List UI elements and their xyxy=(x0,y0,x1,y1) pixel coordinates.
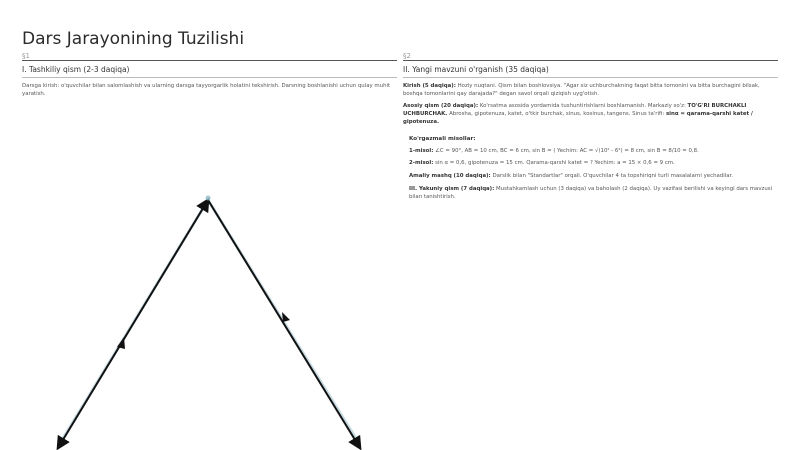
apex-point xyxy=(206,196,211,201)
final-part-text: Mustahkamlash uchun (3 daqiqa) va baholash (2 daqiqa). Uy vazifasi berilishi va keyingi dars mavzusi bilan tanishtirish. xyxy=(409,186,773,200)
left-line xyxy=(58,200,208,448)
section-body: Darsga kirish: o'quvchilar bilan salomlashish va ularning darsga tayyorgarlik holatini tekshirish. Darsning boshlanishi uchun qulay muhit yaratish. xyxy=(22,83,391,97)
practice-text: Darslik bilan "Standartlar" orqali. O'quvchilar 4 ta topshiriqni turli masalalarni yechadilar. xyxy=(492,173,733,179)
example-1-label: 1-misol: xyxy=(409,148,434,154)
example-2-label: 2-misol: xyxy=(409,160,434,166)
examples-title: Ko'rgazmali misollar: xyxy=(409,136,476,142)
section-label: §1 xyxy=(22,52,30,60)
intro-text: Hoziy nuqtani. Qism bilan boshlovsiya. "Agar siz uchburchakning faqat bitta tomonini va bitta burchagini bilsak, boshqa tomonlarini qay darajada?" degan savol orqali qiziqish uyg'otish. xyxy=(403,83,760,97)
example-2-text: sin α = 0,6, gipotenuza = 15 cm. Qarama-qarshi katet = ? Yechim: a = 15 × 0,6 = 9 cm. xyxy=(435,160,675,166)
right-line xyxy=(208,200,360,448)
section-heading: II. Yangi mavzuni o'rganish (35 daqiqa) xyxy=(403,65,549,74)
mid-arrow-right xyxy=(282,312,290,322)
mid-arrow-left xyxy=(117,337,125,349)
practice-label: Amaliy mashq (10 daqiqa): xyxy=(409,173,491,179)
document-title: Dars Jarayonining Tuzilishi xyxy=(22,29,245,50)
sine-definition: sinα = qarama-qarshi katet / gipotenuza. xyxy=(403,111,753,125)
main-part-text-2: Abrosha, gipotenuza, katet, o'tkir burchak, sinus, kosinus, tangens. Sinus ta'rifi: xyxy=(449,111,665,117)
section-label: §2 xyxy=(403,52,411,60)
example-1-text: ∠C = 90°, AB = 10 cm, BC = 6 cm, sin B = ( Yechim: AC = √(10² - 6²) = 8 cm, sin B = 8/10 = 0,8. xyxy=(435,148,699,154)
main-part-keyword: TO'G'RI BURCHAKLI UCHBURCHAK. xyxy=(403,103,747,117)
main-part-text: Ko'rsatma asosida yordamida tushuntirishlarni boshlamanish. Markaziy so'z: xyxy=(479,103,686,109)
intro-label: Kirish (5 daqiqa): xyxy=(403,83,456,89)
section-heading: I. Tashkiliy qism (2-3 daqiqa) xyxy=(22,65,130,74)
final-part-label: III. Yakuniy qism (7 daqiqa): xyxy=(409,186,495,192)
main-part-label: Asosiy qism (20 daqiqa): xyxy=(403,103,479,109)
